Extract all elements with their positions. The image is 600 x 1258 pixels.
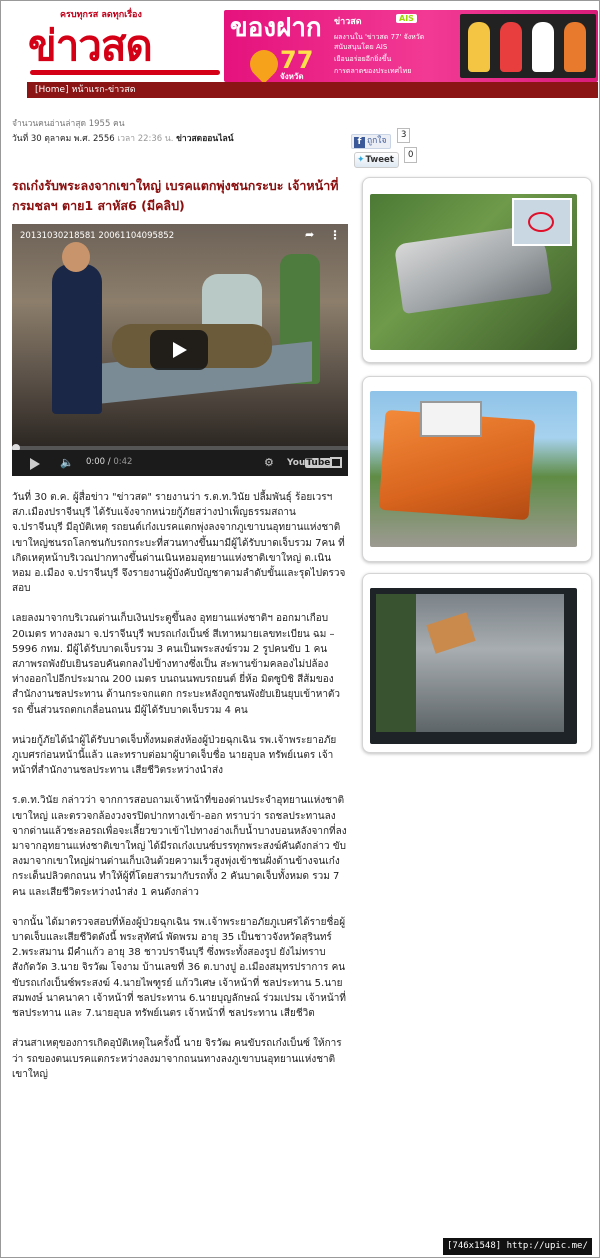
doll-figure bbox=[564, 22, 586, 72]
logo-text: ข่าวสด bbox=[28, 21, 152, 70]
video-figure-head bbox=[62, 242, 90, 272]
ad-line: สนับสนุนโดย AIS bbox=[334, 43, 388, 51]
publish-time: เวลา 22:36 น. bbox=[117, 134, 174, 144]
article-paragraph: หน่วยกู้ภัยได้นำผู้ได้รับบาดเจ็บทั้งหมดส่งห้องผู้ป่วยฉุกเฉิน รพ.เจ้าพระยาอภัยภูเบศรก่อนหน้านี้แล้ว และทราบต่อมาผู้บาดเจ็บชื่อ นายอุบล ทรัพย์เนตร เจ้าหน้าที่สำนักงานชลประทาน เสียชีวิตระหว่างนำส่ง bbox=[12, 734, 337, 777]
doll-figure bbox=[532, 22, 554, 72]
article-paragraph: จากนั้น ได้มาตรวจสอบที่ห้องผู้ป่วยฉุกเฉิน รพ.เจ้าพระยาอภัยภูเบศรได้รายชื่อผู้บาดเจ็บและเสียชีวิตดังนี้ พระสุทัศน์ พัดพรม อายุ 35 เป็นชาวจังหวัดสุรินทร์ 2.พระสมาน มีคำแก้ว อายุ 38 ชาวปราจีนบุรี ซึ่งพระทั้งสองรูป ยังไม่ทราบสังกัดวัด 3.นาย จิรวัฒ โจงาม บ้านเลขที่ 36 ต.บางปู อ.เมืองสมุทรปราการ คนขับรถเก๋งเบ็นซ์พระสงฆ์ 4.นายไพฑูรย์ แก้ววิเศษ เจ้าหน้าที่ ชลประทาน 5.นายสมพงษ์ นาคนาคา เจ้าหน้าที่ ชลประทาน 6.นายบุญลักษณ์ ร่วมเปรม เจ้าหน้าที่ ชลประทาน และ 7.นายอุบล ทรัพย์เนตร เจ้าหน้าที่ ชลประทาน เสียชีวิต bbox=[12, 916, 346, 1020]
more-icon[interactable]: ⋮ bbox=[329, 228, 341, 242]
ad-line: เยือนอร่อยอีกยิ่งขึ้น bbox=[334, 55, 392, 63]
facebook-like-widget bbox=[351, 128, 407, 147]
site-logo[interactable] bbox=[24, 4, 224, 82]
article-paragraph: วันที่ 30 ต.ค. ผู้สื่อข่าว "ข่าวสด" รายงานว่า ร.ต.ท.วินัย ปลื้มพันธุ์ ร้อยเวรฯ สภ.เมืองปราจีนบุรี ได้รับแจ้งจากหน่วยกู้ภัยสว่างป่าเพ็ญธรรมสถาน จ.ปราจีนบุรี มีอุบัติเหตุ รถยนต์เก๋งเบรคแตกพุ่งลงจากภูเขาบนอุทยานแห่งชาติเขาใหญ่ชนรถโลกชนกับรถกระบะที่สวนทางขึ้นมามีผู้ได้รับบาดเจ็บรวม 7คน ที่เกิดเหตุหน้าบริเวณปากทางขึ้นด่านเนินหอมอุทยานแห่งชาติเขาใหญ่ ต.เนินหอม อ.เมือง จ.ปราจีนบุรี จึงรายงานผู้บังคับบัญชาตามลำดับขั้นและรุดไปตรวจสอบ bbox=[12, 492, 346, 595]
breadcrumb bbox=[27, 82, 598, 98]
source-name: ข่าวสดออนไลน์ bbox=[176, 134, 234, 144]
youtube-logo-you: You bbox=[287, 458, 306, 468]
logo-tagline: ครบทุกรส ลดทุกเรื่อง bbox=[60, 10, 142, 20]
doll-figure bbox=[500, 22, 522, 72]
cctv-photo[interactable] bbox=[370, 588, 577, 744]
article-paragraph: ร.ต.ท.วินัย กล่าวว่า จากการสอบถามเจ้าหน้าที่ของด่านประจำอุทยานแห่งชาติเขาใหญ่ และตรวจกล้องวงจรปิดปากทางเข้า-ออก ทราบว่า รถชลประทานลงจากด่านแล้วชะลอรถเพื่อจะเลี้ยวขวาเข้าไปทางอ่างเก็บน้ำบางบอนหลังจากที่ลงมาจากอุทยานแห่งชาติเขาใหญ่ ได้มีรถเก๋งเบนซ์บรรทุกพระสงฆ์คันดังกล่าว ขับลงมาจากเขาใหญ่ผ่านด่านเก็บเงินด้วยความเร็วสูงพุ่งเข้าชนฝั่งด้านข้างจนเก๋งกระเด็นปลิวตกถนน ทำให้ผู้ที่โดยสารมากับรถทั้ง 2 คันบาดเจ็บทั้งหมด รวม 7 คน และเสียชีวิตระหว่างนำส่ง 1 คนดังกล่าว bbox=[12, 795, 347, 898]
logo-swoosh bbox=[30, 70, 220, 75]
play-icon[interactable] bbox=[30, 458, 40, 470]
settings-gear-icon[interactable]: ⚙ bbox=[264, 456, 274, 469]
crash-photo-truck[interactable] bbox=[370, 391, 577, 547]
fullscreen-icon[interactable] bbox=[330, 457, 342, 468]
sidebar-photo-card bbox=[362, 573, 592, 753]
video-time: 0:00 / 0:42 bbox=[86, 457, 133, 467]
video-title[interactable]: 20131030218581 20061104095852 bbox=[20, 231, 175, 241]
play-button[interactable] bbox=[150, 330, 208, 370]
view-count: จำนวนคนอ่านล่าสุด 1955 คน bbox=[12, 119, 125, 129]
article-paragraph: เลยลงมาจากบริเวณด่านเก็บเงินประตูขึ้นลง อุทยานแห่งชาติฯ ออกมาเกือบ 20เมตร ทางลงมา จ.ปราจีนบุรี พบรถเก๋งเบ็นซ์ สีเทาหมายเลขทะเบียน ฉม – 5996 กทม. มีผู้ได้รับบาดเจ็บรวม 3 คนเป็นพระสงฆ์รวม 2 รูปคนขับ 1 คน สภาพรถพังยับเยินรอบคันตกลงไปข้างทางซึ่งเป็น สะพานข้ามคลองไม่ปล้อง ห่างออกไปอีกประมาณ 200 เมตร บนถนนพบรถยนต์ ยี่ห้อ มิตซูบิชิ สีส้มของสำนักงานชลประทาน ด้านกระจกแตก กระบะหลังถูกชนพังยับเยินยุบเข้าหาตัวรถ ขึ้นส่วนรถตกเกลื่อนถนน มีผู้ได้รับบาดเจ็บรวม 4 คน bbox=[12, 613, 341, 716]
sidebar-photo-card bbox=[362, 177, 592, 363]
publish-date: วันที่ 30 ตุลาคม พ.ศ. 2556 bbox=[12, 134, 115, 144]
video-figure bbox=[52, 264, 102, 414]
ad-title: ของฝาก bbox=[230, 13, 322, 43]
video-controls bbox=[12, 450, 348, 476]
breadcrumb-home-link[interactable]: [Home] bbox=[35, 85, 69, 95]
facebook-like-count: 3 bbox=[397, 128, 410, 143]
location-pin-icon bbox=[244, 44, 284, 82]
tweet-button[interactable] bbox=[354, 152, 399, 168]
photo-truck-cargo bbox=[420, 401, 482, 437]
duration: 0:42 bbox=[113, 457, 133, 467]
photo-inset bbox=[512, 198, 572, 246]
facebook-icon: f bbox=[354, 137, 365, 148]
breadcrumb-current[interactable]: หน้าแรก-ข่าวสด bbox=[71, 85, 136, 95]
site-header bbox=[24, 4, 598, 82]
youtube-logo-tube: Tube bbox=[306, 458, 331, 468]
volume-icon[interactable]: 🔈 bbox=[60, 456, 74, 469]
video-player[interactable] bbox=[12, 224, 348, 476]
ad-partner-logo: AIS bbox=[396, 14, 417, 23]
photo-trees bbox=[376, 594, 416, 732]
youtube-logo[interactable] bbox=[287, 456, 331, 470]
ad-brand: ข่าวสด bbox=[334, 17, 362, 27]
tweet-count: 0 bbox=[404, 147, 417, 163]
ad-number: 77 bbox=[280, 46, 314, 74]
facebook-like-label: ถูกใจ bbox=[367, 136, 387, 146]
ad-line: การตลาดของประเทศไทย bbox=[334, 67, 412, 75]
sidebar-photo-card bbox=[362, 376, 592, 562]
share-icon[interactable]: ➦ bbox=[305, 228, 315, 241]
ad-province-label: จังหวัด bbox=[280, 72, 304, 81]
crash-photo-sedan[interactable] bbox=[370, 194, 577, 350]
ad-dolls-image bbox=[460, 14, 596, 78]
ad-line: ผลงานใน 'ข่าวสด 77' จังหวัด bbox=[334, 33, 425, 41]
image-watermark: [746x1548] http://upic.me/ bbox=[443, 1238, 592, 1255]
twitter-widget bbox=[354, 147, 414, 165]
banner-ad[interactable] bbox=[224, 10, 598, 82]
article-paragraph: ส่วนสาเหตุของการเกิดอุบัติเหตุในครั้งนี้ นาย จิรวัฒ คนขับรถเก๋งเบ็นซ์ ให้การว่า รถของตนเบรคแตกระหว่างลงมาจากถนนทางลงภูเขาบนอุทยานแห่งชาติเขาใหญ่ bbox=[12, 1038, 342, 1080]
current-time: 0:00 bbox=[86, 457, 106, 467]
doll-figure bbox=[468, 22, 490, 72]
article-body bbox=[12, 490, 348, 1097]
twitter-bird-icon: ✦ bbox=[357, 155, 365, 165]
tweet-label: Tweet bbox=[365, 155, 394, 165]
publish-info bbox=[12, 131, 234, 145]
article-headline: รถเก๋งรับพระลงจากเขาใหญ่ เบรคแตกพุ่งชนกระบะ เจ้าหน้าที่กรมชลฯ ตาย1 สาหัส6 (มีคลิป) bbox=[12, 178, 339, 213]
